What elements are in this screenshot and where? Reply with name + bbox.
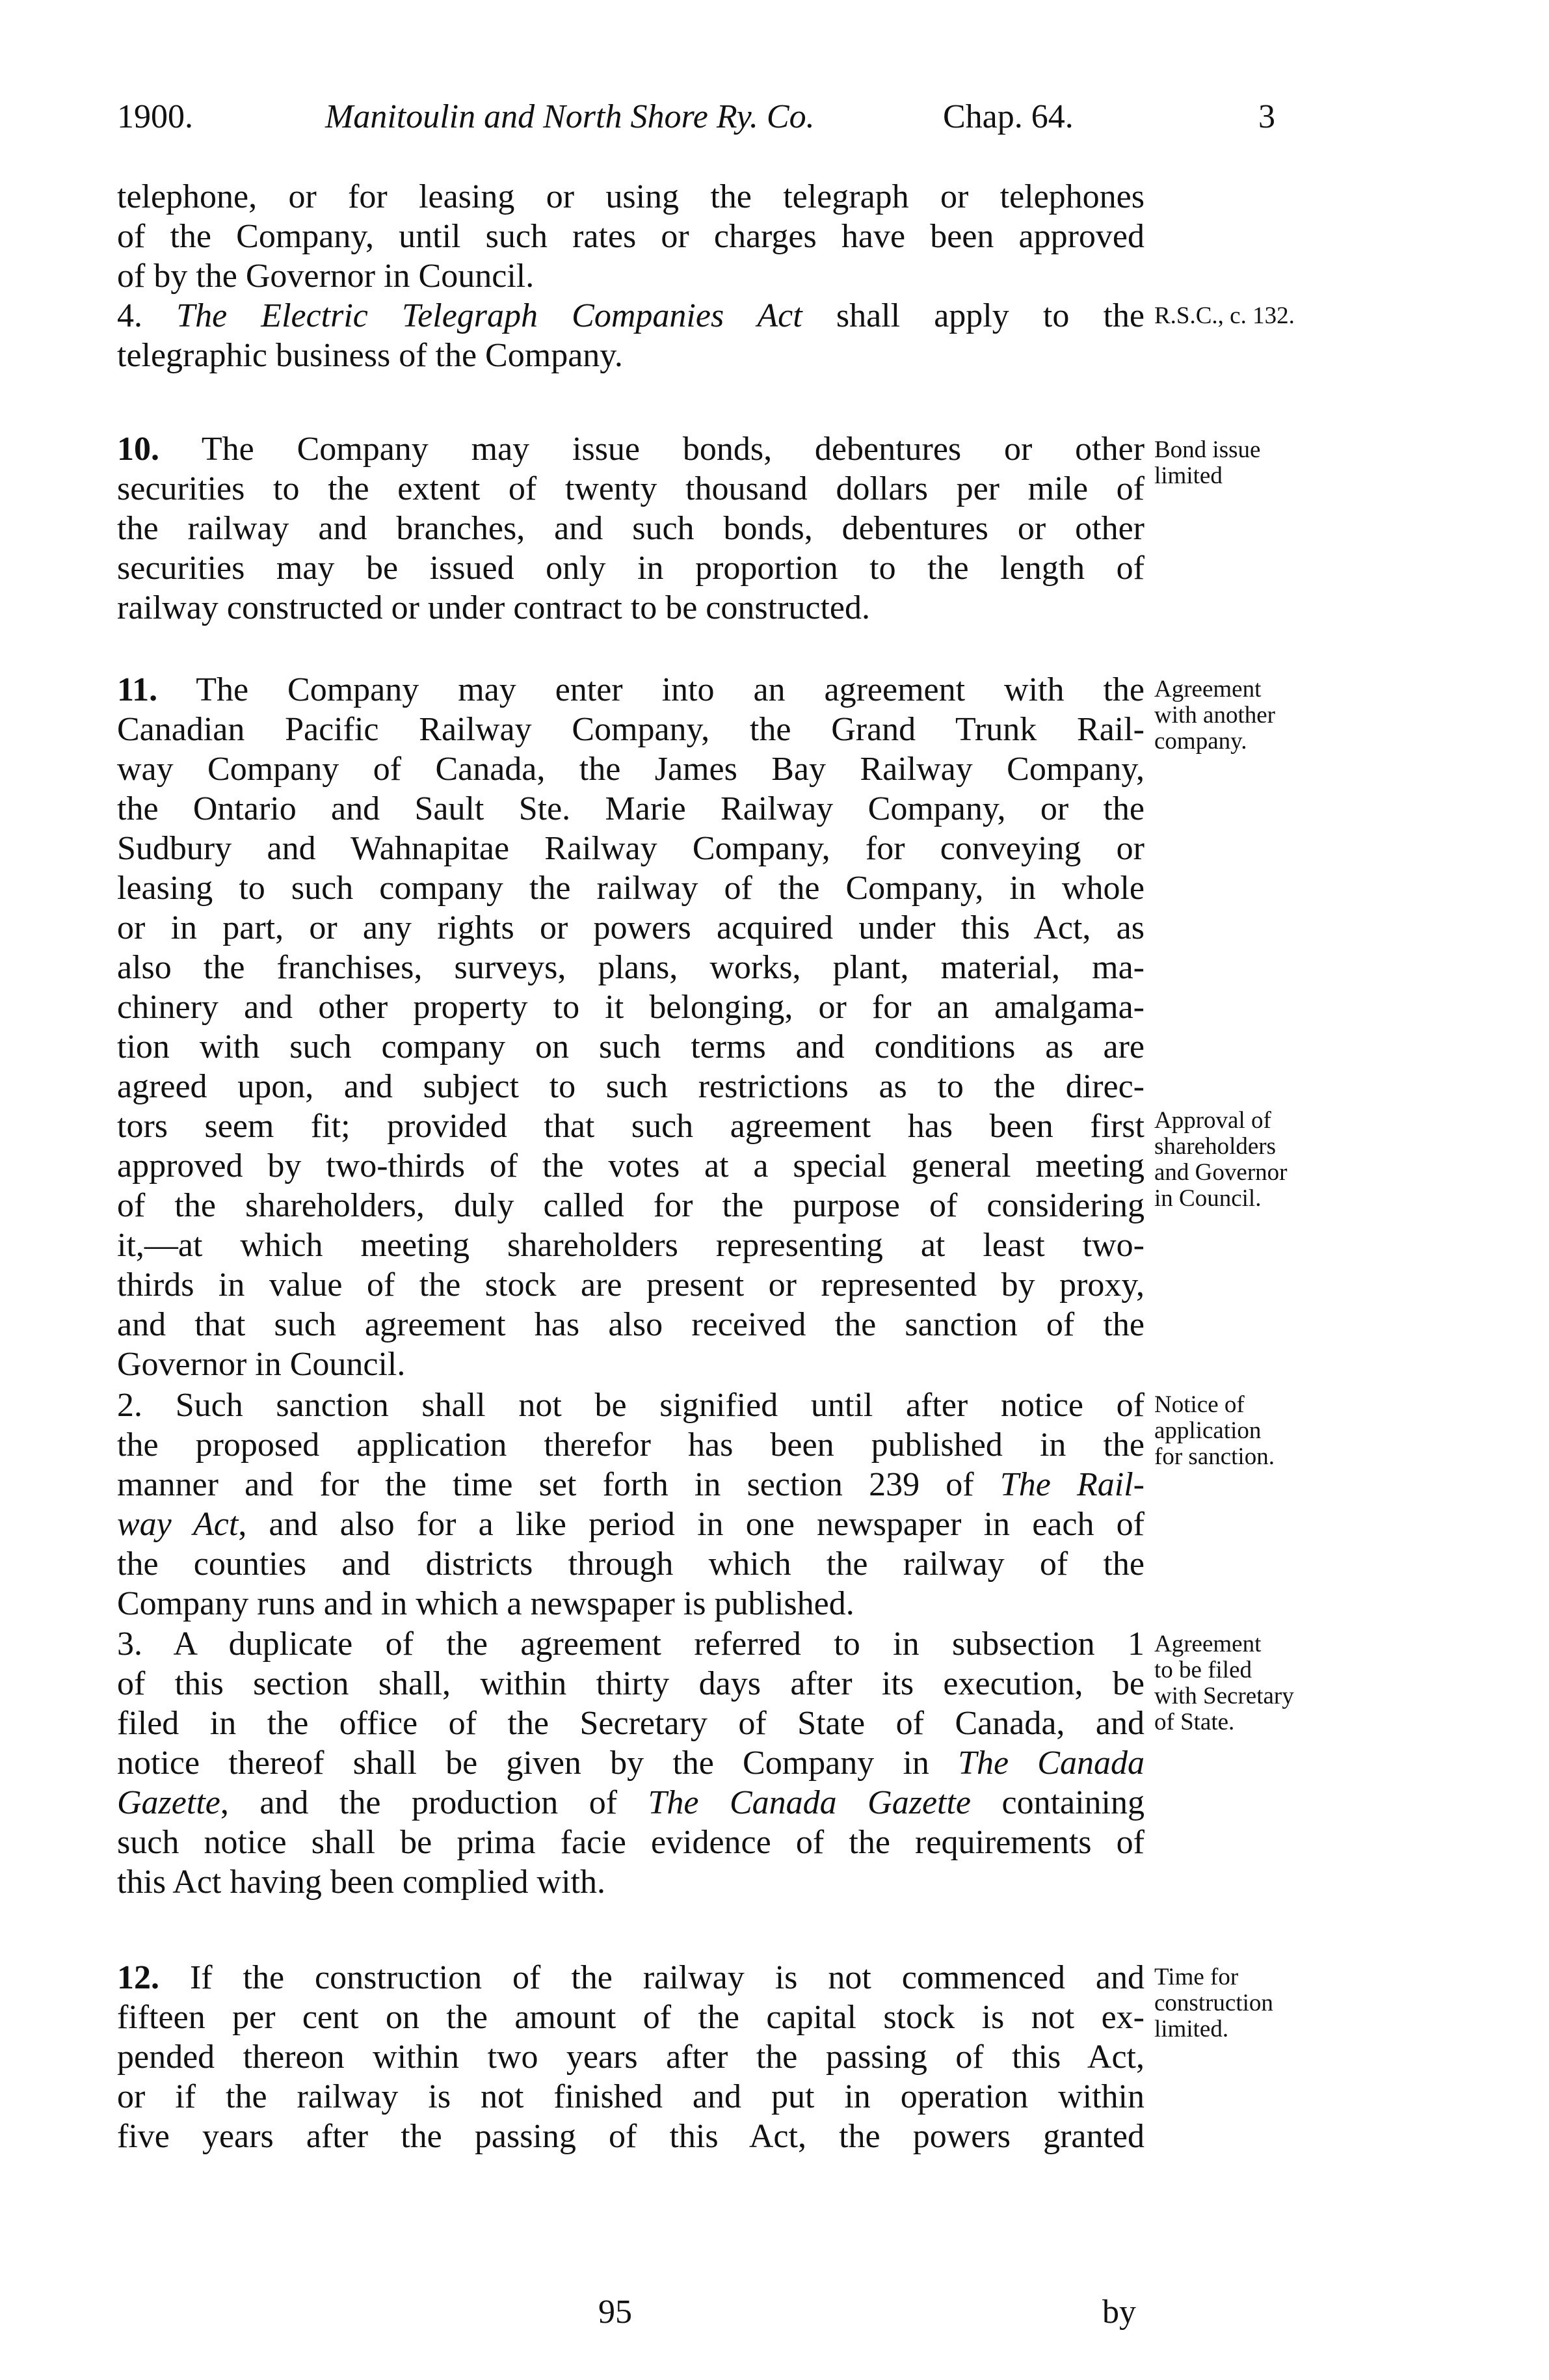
margin-note-line: limited. [1154,2016,1229,2042]
text-line: fifteen per cent on the amount of the capital stock is not ex- [117,1999,1145,2036]
text-line: leasing to such company the railway of the Company, in whole [117,870,1145,907]
text-line [117,429,1145,469]
text-line: chinery and other property to it belonging, or for an amalgama- [117,989,1145,1026]
text-line: of this section shall, within thirty days after its execution, be [117,1665,1145,1702]
header-page-number: 3 [1258,98,1275,135]
text-line: and that such agreement has also received the sanction of the [117,1306,1145,1343]
text-line [117,670,1145,710]
text-line: or if the railway is not finished and put in operation within [117,2078,1145,2115]
margin-note-line: Agreement [1154,676,1262,702]
margin-note-filing [1154,1631,1544,1735]
text-line: the proposed application therefor has been published in the [117,1426,1145,1464]
text-line: it,—at which meeting shareholders representing at least two- [117,1227,1145,1264]
margin-note-line: Approval of [1154,1107,1271,1134]
header-chapter: Chap. 64. [943,98,1074,135]
margin-note-line: Time for [1154,1964,1239,1990]
text-line: tion with such company on such terms and conditions as are [117,1028,1145,1065]
margin-note-line: application [1154,1417,1262,1444]
text-line: 2. Such sanction shall not be signified until after notice of [117,1387,1145,1424]
text-line: way Company of Canada, the James Bay Railway Company, [117,751,1145,788]
text-line: telegraphic business of the Company. [117,337,623,374]
text-line: tors seem fit; provided that such agreement has been first [117,1108,1145,1145]
text-line: this Act having been complied with. [117,1864,605,1901]
text-line: Gazette, and the production of The Canada Gazette containing [117,1784,1145,1821]
text-line: 3. A duplicate of the agreement referred to in subsection 1 [117,1625,1145,1663]
folio-number: 95 [598,2293,632,2331]
margin-note-line: for sanction. [1154,1443,1275,1470]
text-line: or in part, or any rights or powers acquired under this Act, as [117,909,1145,946]
section-number: 10. [117,431,159,468]
section-11 [117,670,1145,1384]
text-line: way Act, and also for a like period in one newspaper in each of [117,1506,1145,1543]
text-line: telephone, or for leasing or using the telegraph or telephones [117,178,1145,215]
section-12 [117,1958,1145,2156]
text-line: securities may be issued only in proportion to the length of [117,550,1145,587]
text-line [117,1958,1145,1998]
section-text: If the construction of the railway is not commenced and [189,1959,1145,1996]
subsection-11-3 [117,1624,1145,1902]
text-line: Company runs and in which a newspaper is published. [117,1585,854,1622]
text-line: filed in the office of the Secretary of State of Canada, and [117,1705,1145,1742]
margin-note-bond-issue [1154,437,1544,489]
text-line: securities to the extent of twenty thousand dollars per mile of [117,470,1145,507]
text-line: also the franchises, surveys, plans, works, plant, material, ma- [117,949,1145,986]
margin-note-line: with Secretary [1154,1683,1294,1709]
text-line: Sudbury and Wahnapitae Railway Company, for conveying or [117,830,1145,867]
margin-note-agreement [1154,676,1544,755]
margin-note-line: construction [1154,1990,1273,2016]
text-line: manner and for the time set forth in section 239 of The Rail- [117,1466,1145,1503]
margin-note-time-limit [1154,1964,1544,2042]
text-line: approved by two-thirds of the votes at a special general meeting [117,1147,1145,1184]
margin-note-line: limited [1154,462,1223,489]
text-line: thirds in value of the stock are present or represented by proxy, [117,1266,1145,1304]
margin-note-line: with another [1154,702,1275,729]
text-line: Canadian Pacific Railway Company, the Grand Trunk Rail- [117,711,1145,748]
text-line: railway constructed or under contract to be constructed. [117,589,870,626]
subsection-4 [117,296,1145,375]
catchword: by [1102,2293,1136,2331]
text-line: five years after the passing of this Act, the powers granted [117,2118,1145,2155]
text-line: the railway and branches, and such bonds, debentures or other [117,510,1145,547]
margin-note-line: shareholders [1154,1133,1276,1160]
header-title: Manitoulin and North Shore Ry. Co. [325,98,815,135]
text-line: Governor in Council. [117,1346,406,1383]
text-line: of by the Governor in Council. [117,258,535,295]
text-line: such notice shall be prima facie evidence of the requirements of [117,1824,1145,1861]
subsection-11-2 [117,1385,1145,1624]
margin-note-line: Agreement [1154,1631,1262,1657]
section-number: 11. [117,671,158,708]
act-title: The Electric Telegraph Companies Act [176,297,802,334]
margin-note-line: Bond issue [1154,436,1261,463]
text-line: 4. The Electric Telegraph Companies Act shall apply to the [117,297,1145,334]
text-line: of the Company, until such rates or charges have been approved [117,218,1145,255]
text-line: notice thereof shall be given by the Company in The Canada [117,1745,1145,1782]
margin-note-notice [1154,1392,1544,1470]
section-text: The Company may enter into an agreement with the [196,671,1145,708]
section-10 [117,429,1145,628]
margin-note-line: and Governor [1154,1159,1288,1186]
margin-note-line: in Council. [1154,1185,1262,1212]
section-number: 12. [117,1959,159,1996]
text-line: the counties and districts through which the railway of the [117,1545,1145,1583]
text-line: of the shareholders, duly called for the purpose of considering [117,1187,1145,1224]
margin-note-rsc [1154,303,1544,329]
text-line: pended thereon within two years after the passing of this Act, [117,2039,1145,2076]
header-year: 1900. [117,98,193,135]
margin-note-approval [1154,1108,1544,1212]
margin-note-line: R.S.C., c. 132. [1154,302,1295,329]
margin-note-line: Notice of [1154,1391,1245,1418]
text-line: agreed upon, and subject to such restrictions as to the direc- [117,1068,1145,1105]
margin-note-line: of State. [1154,1709,1235,1735]
text-line: the Ontario and Sault Ste. Marie Railway Company, or the [117,790,1145,827]
margin-note-line: to be filed [1154,1657,1252,1683]
section-text: The Company may issue bonds, debentures or other [201,431,1145,468]
margin-note-line: company. [1154,728,1247,755]
paragraph-continuation [117,177,1145,296]
